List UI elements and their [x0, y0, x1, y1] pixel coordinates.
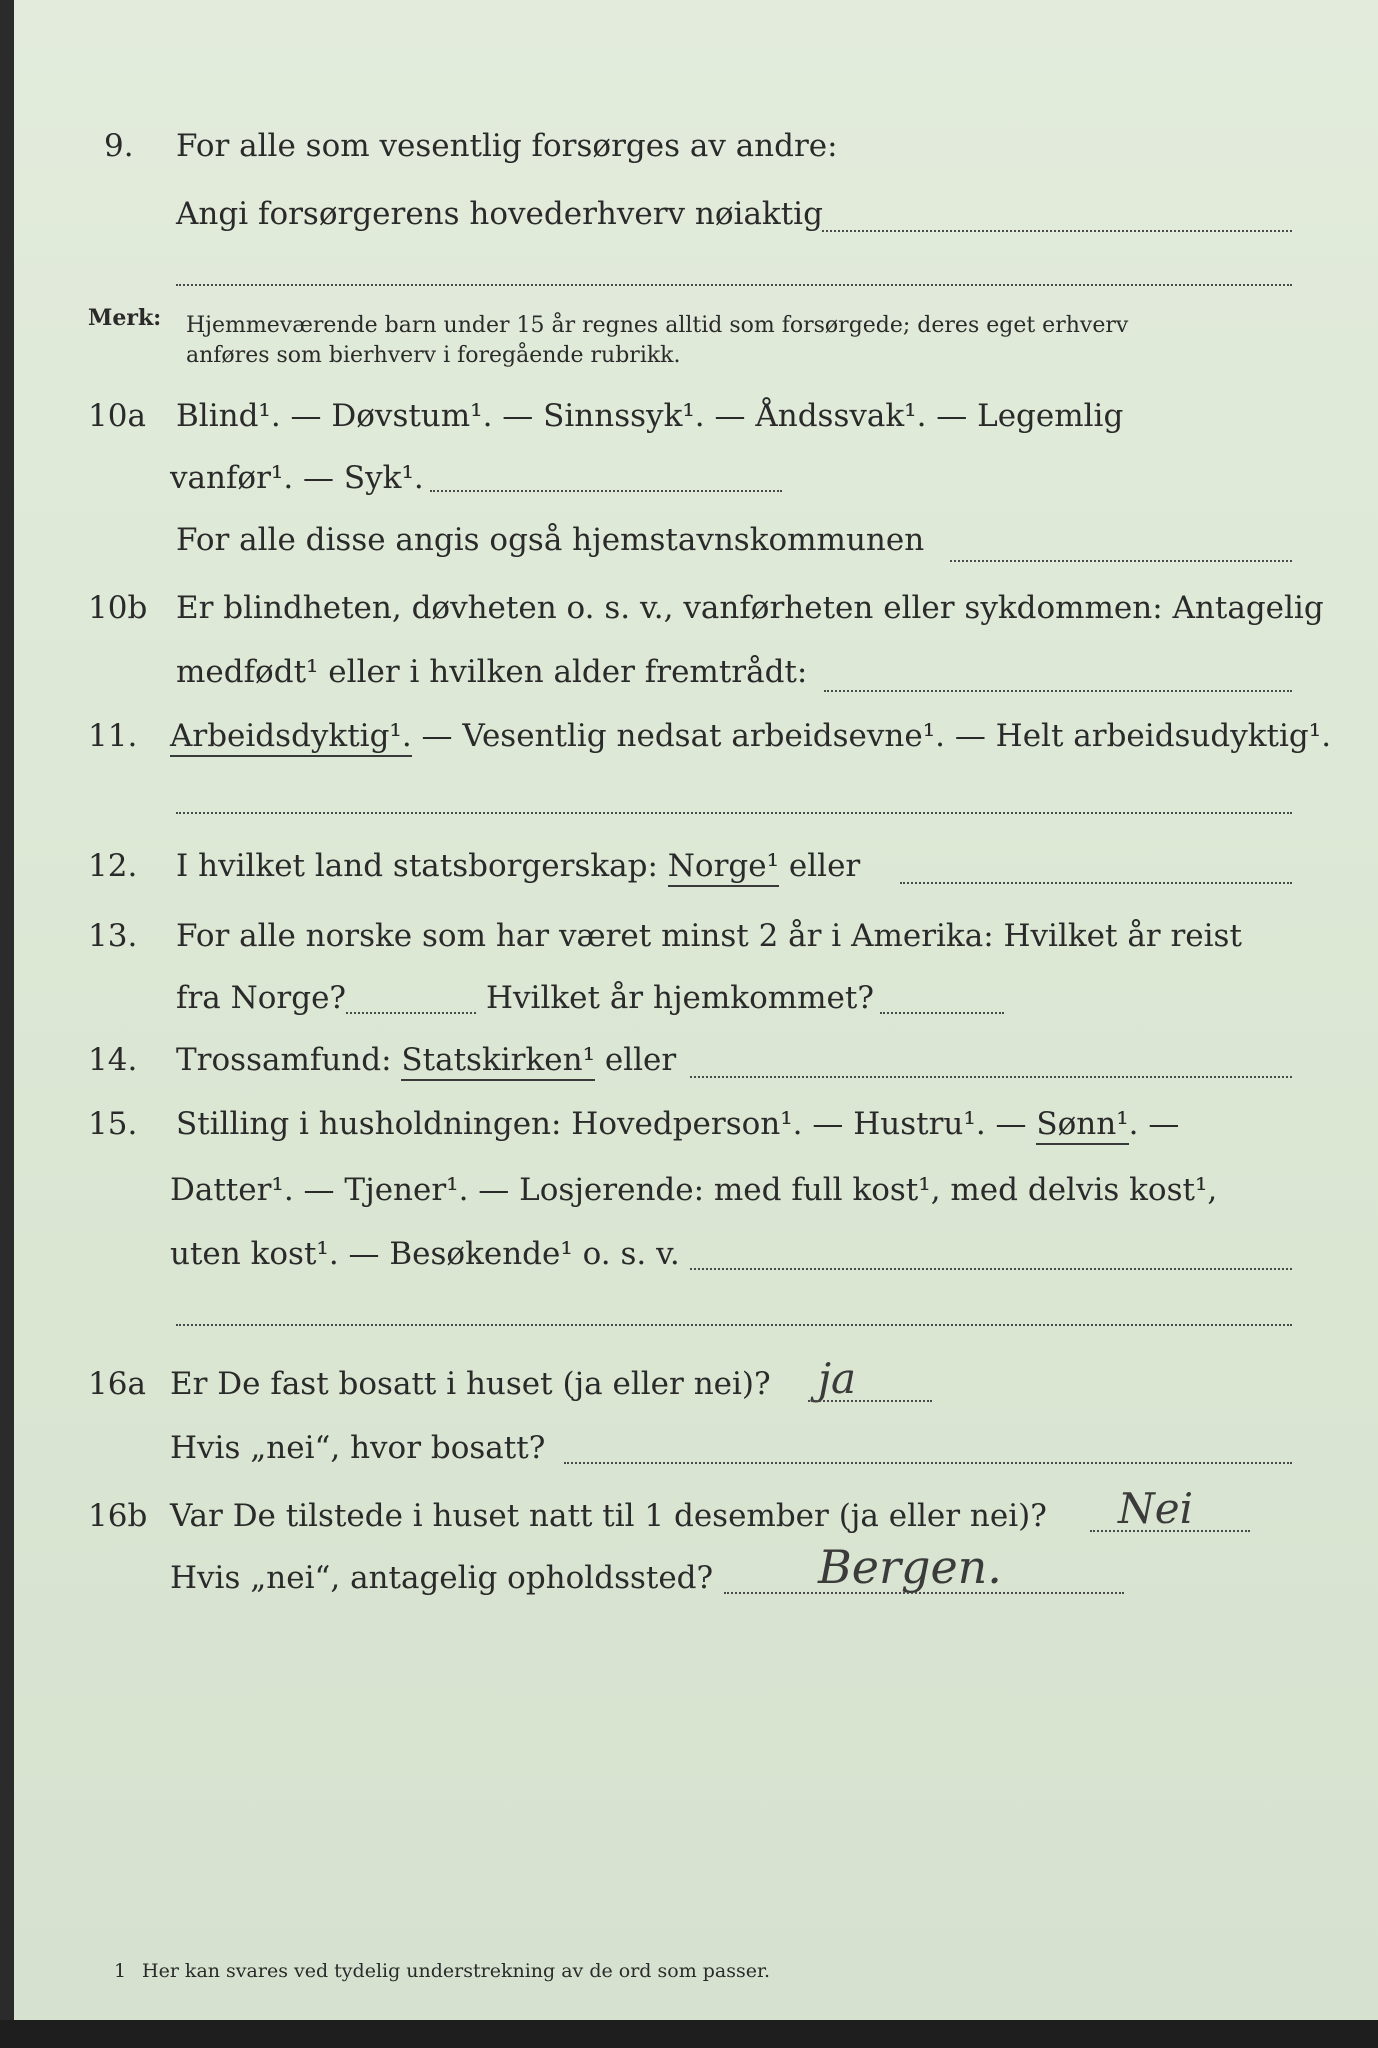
- q16a-bosatt-answer-line[interactable]: [564, 1462, 1292, 1464]
- merk-line1: Hjemmeværende barn under 15 år regnes alltid som forsørgede; deres eget erhverv: [186, 313, 1129, 338]
- q12-text: I hvilket land statsborgerskap:: [176, 848, 658, 884]
- merk-line2: anføres som bierhverv i foregående rubrikk.: [186, 343, 681, 368]
- q10a-number: 10a: [88, 398, 146, 434]
- footnote-mark: 1: [114, 1960, 127, 1982]
- q15-line2: Datter¹. — Tjener¹. — Losjerende: med full kost¹, med delvis kost¹,: [170, 1172, 1218, 1208]
- q16b-handwritten-answer[interactable]: Nei: [1118, 1484, 1194, 1533]
- q11-options-rest: — Vesentlig nedsat arbeidsevne¹. — Helt arbeidsudyktig¹.: [411, 718, 1332, 754]
- q16b-number: 16b: [88, 1498, 148, 1534]
- q15-line1c: . —: [1128, 1106, 1180, 1142]
- q11-number: 11.: [88, 718, 138, 754]
- q14-answer-line[interactable]: [690, 1076, 1292, 1078]
- q13-hjemkommet-answer-line[interactable]: [880, 1012, 1004, 1014]
- q15-line1: [176, 1106, 1179, 1143]
- merk-label: Merk:: [88, 305, 162, 331]
- q9-line1: For alle som vesentlig forsørges av andre:: [176, 128, 838, 164]
- q16b-answer-line: [1090, 1530, 1250, 1532]
- q14-tail: eller: [604, 1042, 677, 1078]
- q15-number: 15.: [88, 1106, 138, 1142]
- q10a-answer-line[interactable]: [430, 490, 782, 492]
- q16a-line1: Er De fast bosatt i huset (ja eller nei)?: [170, 1366, 771, 1402]
- scan-edge-bottom: [0, 2020, 1378, 2048]
- q11-answer-line[interactable]: [176, 812, 1292, 814]
- q13-line1: For alle norske som har været minst 2 år i Amerika: Hvilket år reist: [176, 918, 1242, 954]
- q13-line2a: fra Norge?: [176, 980, 347, 1016]
- q12-line: [176, 848, 860, 885]
- q9-number: 9.: [104, 128, 134, 164]
- q11-option-arbeidsdyktig[interactable]: Arbeidsdyktig¹.: [170, 718, 412, 757]
- q10a-hjemstavn-line[interactable]: [950, 560, 1292, 562]
- q16a-line2: Hvis „nei“, hvor bosatt?: [170, 1430, 546, 1466]
- q9-line2: Angi forsørgerens hovederhverv nøiaktig: [176, 196, 823, 232]
- q16a-number: 16a: [88, 1366, 146, 1402]
- q15-answer-line-2[interactable]: [176, 1324, 1292, 1326]
- q12-answer-line[interactable]: [900, 882, 1292, 884]
- q14-option-statskirken[interactable]: Statskirken¹: [401, 1042, 595, 1081]
- q16b-line1: Var De tilstede i huset natt til 1 desember (ja eller nei)?: [170, 1498, 1047, 1534]
- q16b-opholdssted-line: [724, 1592, 1124, 1594]
- q10b-line1: Er blindheten, døvheten o. s. v., vanførheten eller sykdommen: Antagelig: [176, 590, 1324, 626]
- q10b-number: 10b: [88, 590, 148, 626]
- q13-line2b: Hvilket år hjemkommet?: [486, 980, 874, 1016]
- q16a-handwritten-answer[interactable]: ja: [818, 1354, 857, 1403]
- q10a-line2: vanfør¹. — Syk¹.: [170, 460, 424, 496]
- q16b-line2: Hvis „nei“, antagelig opholdssted?: [170, 1560, 714, 1596]
- q16b-handwritten-opholdssted[interactable]: Bergen.: [818, 1540, 1002, 1594]
- q13-number: 13.: [88, 918, 138, 954]
- q13-reist-answer-line[interactable]: [346, 1012, 476, 1014]
- q10a-line1: Blind¹. — Døvstum¹. — Sinnssyk¹. — Åndssvak¹. — Legemlig: [176, 398, 1124, 434]
- q12-option-norge[interactable]: Norge¹: [668, 848, 779, 887]
- q15-answer-line[interactable]: [690, 1268, 1292, 1270]
- q10b-answer-line[interactable]: [824, 690, 1292, 692]
- q11-line: [170, 718, 1331, 755]
- q10a-line3: For alle disse angis også hjemstavnskommunen: [176, 522, 925, 558]
- q12-number: 12.: [88, 848, 138, 884]
- q15-option-sonn[interactable]: Sønn¹: [1036, 1106, 1128, 1145]
- q15-line1a: Stilling i husholdningen: Hovedperson¹. — Hustru¹. —: [176, 1106, 1027, 1142]
- q14-text: Trossamfund:: [176, 1042, 392, 1078]
- scan-edge-left: [0, 0, 14, 2048]
- q10b-line2: medfødt¹ eller i hvilken alder fremtrådt:: [176, 654, 808, 690]
- q9-answer-line-2[interactable]: [176, 284, 1292, 286]
- q14-number: 14.: [88, 1042, 138, 1078]
- q14-line: [176, 1042, 676, 1079]
- q9-answer-line[interactable]: [822, 230, 1292, 232]
- q16a-answer-line: [808, 1400, 932, 1402]
- q12-tail: eller: [788, 848, 861, 884]
- q15-line3: uten kost¹. — Besøkende¹ o. s. v.: [170, 1236, 680, 1272]
- footnote-text: Her kan svares ved tydelig understrekning av de ord som passer.: [142, 1960, 771, 1982]
